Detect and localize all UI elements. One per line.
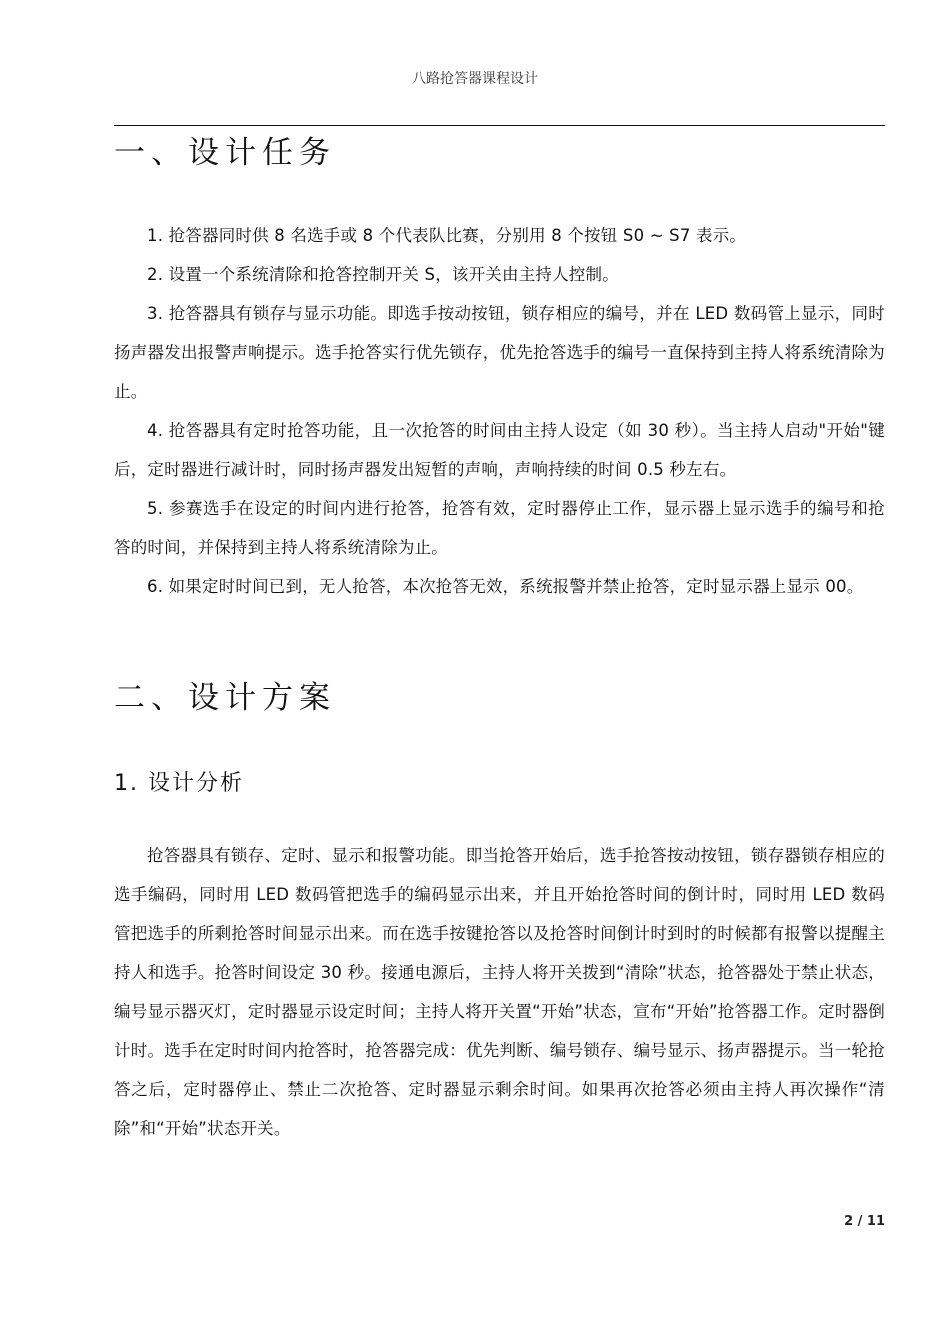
list-item: 4. 抢答器具有定时抢答功能，且一次抢答的时间由主持人设定（如 30 秒）。当主持人启动"开始"键后，定时器进行减计时，同时扬声器发出短暂的声响，声响持续的时间 0.5 秒左右。	[114, 421, 885, 479]
section-heading-design-task: 一、设计任务	[114, 135, 336, 171]
analysis-paragraph: 抢答器具有锁存、定时、显示和报警功能。即当抢答开始后，选手抢答按动按钮，锁存器锁存相应的选手编码，同时用 LED 数码管把选手的编码显示出来，并且开始抢答时间的倒计时，同时用 LED 数码管把选手的所剩抢答时间显示出来。而在选手按键抢答以及抢答时间倒计时到时的时候都有报警以提醒主持人和选手。抢答时间设定 30 秒。接通电源后，主持人将开关拨到“清除”状态，抢答器处于禁止状态，编号显示器灭灯，定时器显示设定时间；主持人将开关置“开始”状态，宣布“开始”抢答器工作。定时器倒计时。选手在定时时间内抢答时，抢答器完成：优先判断、编号锁存、编号显示、扬声器提示。当一轮抢答之后，定时器停止、禁止二次抢答、定时器显示剩余时间。如果再次抢答必须由主持人再次操作“清除”和“开始”状态开关。	[114, 846, 885, 1138]
list-item: 3. 抢答器具有锁存与显示功能。即选手按动按钮，锁存相应的编号，并在 LED 数码管上显示，同时扬声器发出报警声响提示。选手抢答实行优先锁存，优先抢答选手的编号一直保持到主持人将系统清除为止。	[114, 304, 885, 401]
list-item: 2. 设置一个系统清除和抢答控制开关 S，该开关由主持人控制。	[147, 265, 619, 284]
header-divider	[114, 125, 885, 126]
running-header: 八路抢答器课程设计	[412, 71, 538, 87]
subsection-heading-design-analysis: 1. 设计分析	[114, 771, 244, 796]
list-item: 1. 抢答器同时供 8 名选手或 8 个代表队比赛，分别用 8 个按钮 S0 ~ S7 表示。	[147, 226, 747, 245]
list-item: 6. 如果定时时间已到，无人抢答，本次抢答无效，系统报警并禁止抢答，定时显示器上显示 00。	[147, 577, 864, 596]
task-list	[114, 216, 885, 606]
section-heading-design-plan: 二、设计方案	[114, 680, 336, 716]
page-number: 2 / 11	[844, 1214, 885, 1229]
list-item: 5. 参赛选手在设定的时间内进行抢答，抢答有效，定时器停止工作，显示器上显示选手的编号和抢答的时间，并保持到主持人将系统清除为止。	[114, 499, 885, 557]
